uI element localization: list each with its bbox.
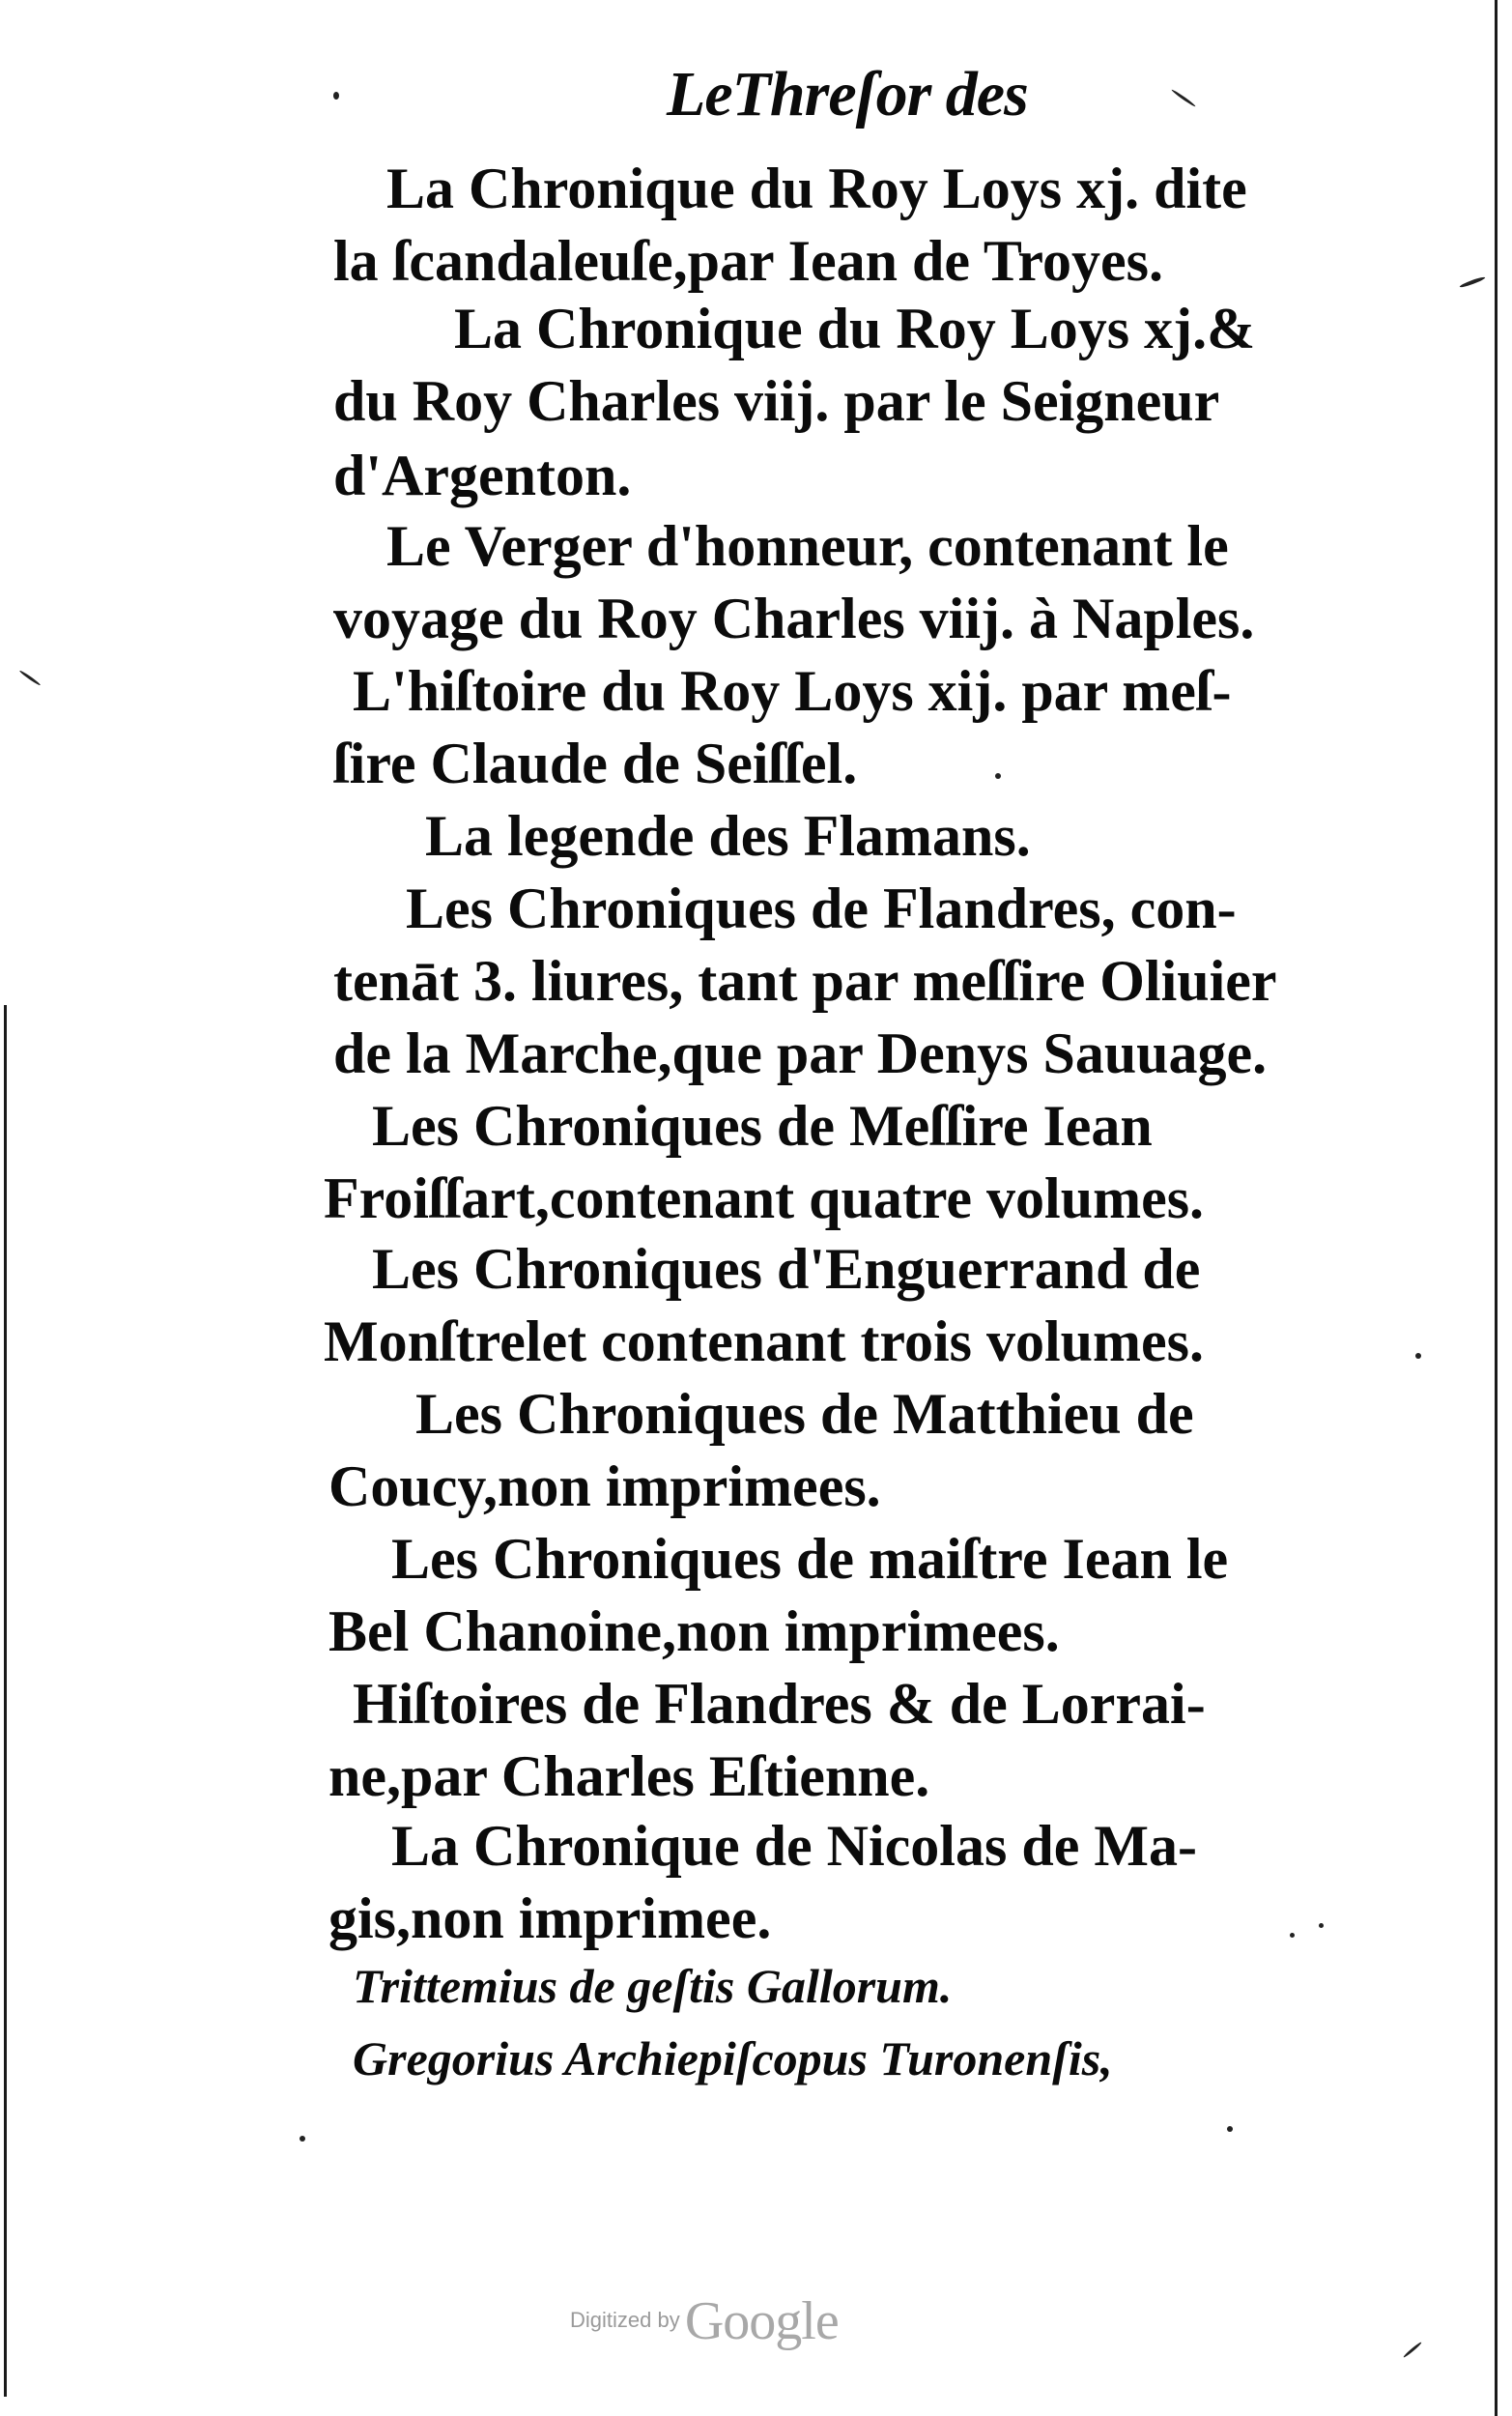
- page-edge-right: [1495, 0, 1498, 2416]
- google-logo: Google: [684, 2291, 839, 2351]
- scan-speck: [1171, 89, 1196, 108]
- text-line: La Chronique du Roy Loys xj.&: [454, 297, 1256, 360]
- text-line: voyage du Roy Charles viij. à Naples.: [333, 587, 1255, 650]
- text-line: Le Verger d'honneur, contenant le: [386, 514, 1229, 578]
- page-edge-left: [4, 1005, 7, 2397]
- scan-speck: [1290, 1933, 1295, 1938]
- text-line: d'Argenton.: [333, 444, 632, 507]
- scan-speck: [1227, 2126, 1233, 2132]
- text-line: La Chronique du Roy Loys xj. dite: [386, 157, 1247, 220]
- text-line: Froiſſart,contenant quatre volumes.: [324, 1166, 1205, 1230]
- watermark-prefix: Digitized by: [570, 2308, 680, 2332]
- text-line-italic: Trittemius de geſtis Gallorum.: [353, 1959, 953, 2013]
- scan-speck: [1319, 1923, 1324, 1928]
- text-line: tenāt 3. liures, tant par meſſire Oliuier: [333, 949, 1277, 1013]
- text-line: Les Chroniques de maiſtre Iean le: [391, 1527, 1229, 1591]
- running-header: LeThreſor des: [667, 59, 1028, 129]
- text-line: Les Chroniques de Matthieu de: [415, 1382, 1194, 1446]
- scan-speck: [995, 773, 1001, 779]
- text-line-italic: Gregorius Archiepiſcopus Turonenſis,: [353, 2031, 1113, 2085]
- text-line: de la Marche,que par Denys Sauuage.: [333, 1021, 1268, 1085]
- text-line: La Chronique de Nicolas de Ma-: [391, 1814, 1197, 1878]
- scan-speck: [333, 92, 339, 100]
- scan-speck: [18, 670, 41, 686]
- text-line: Coucy,non imprimees.: [328, 1454, 881, 1518]
- scan-speck: [1403, 2342, 1422, 2359]
- text-line: la ſcandaleuſe,par Iean de Troyes.: [333, 229, 1163, 293]
- text-line: Monſtrelet contenant trois volumes.: [324, 1309, 1204, 1373]
- text-line: gis,non imprimee.: [328, 1886, 772, 1950]
- digitized-watermark: [570, 2290, 839, 2352]
- text-line: Bel Chanoine,non imprimees.: [328, 1599, 1060, 1663]
- scan-speck: [1459, 275, 1486, 288]
- scan-speck: [1415, 1353, 1421, 1359]
- text-line: ne,par Charles Eſtienne.: [328, 1744, 930, 1808]
- text-line: Hiſtoires de Flandres & de Lorrai-: [353, 1672, 1206, 1736]
- text-line: La legende des Flamans.: [425, 804, 1031, 868]
- text-line: ſire Claude de Seiſſel.: [333, 732, 858, 795]
- text-line: Les Chroniques d'Enguerrand de: [372, 1237, 1201, 1301]
- text-line: du Roy Charles viij. par le Seigneur: [333, 369, 1220, 433]
- text-line: Les Chroniques de Flandres, con-: [406, 877, 1237, 940]
- text-line: L'hiſtoire du Roy Loys xij. par meſ-: [353, 659, 1232, 723]
- scan-speck: [300, 2136, 305, 2142]
- text-line: Les Chroniques de Meſſire Iean: [372, 1094, 1153, 1158]
